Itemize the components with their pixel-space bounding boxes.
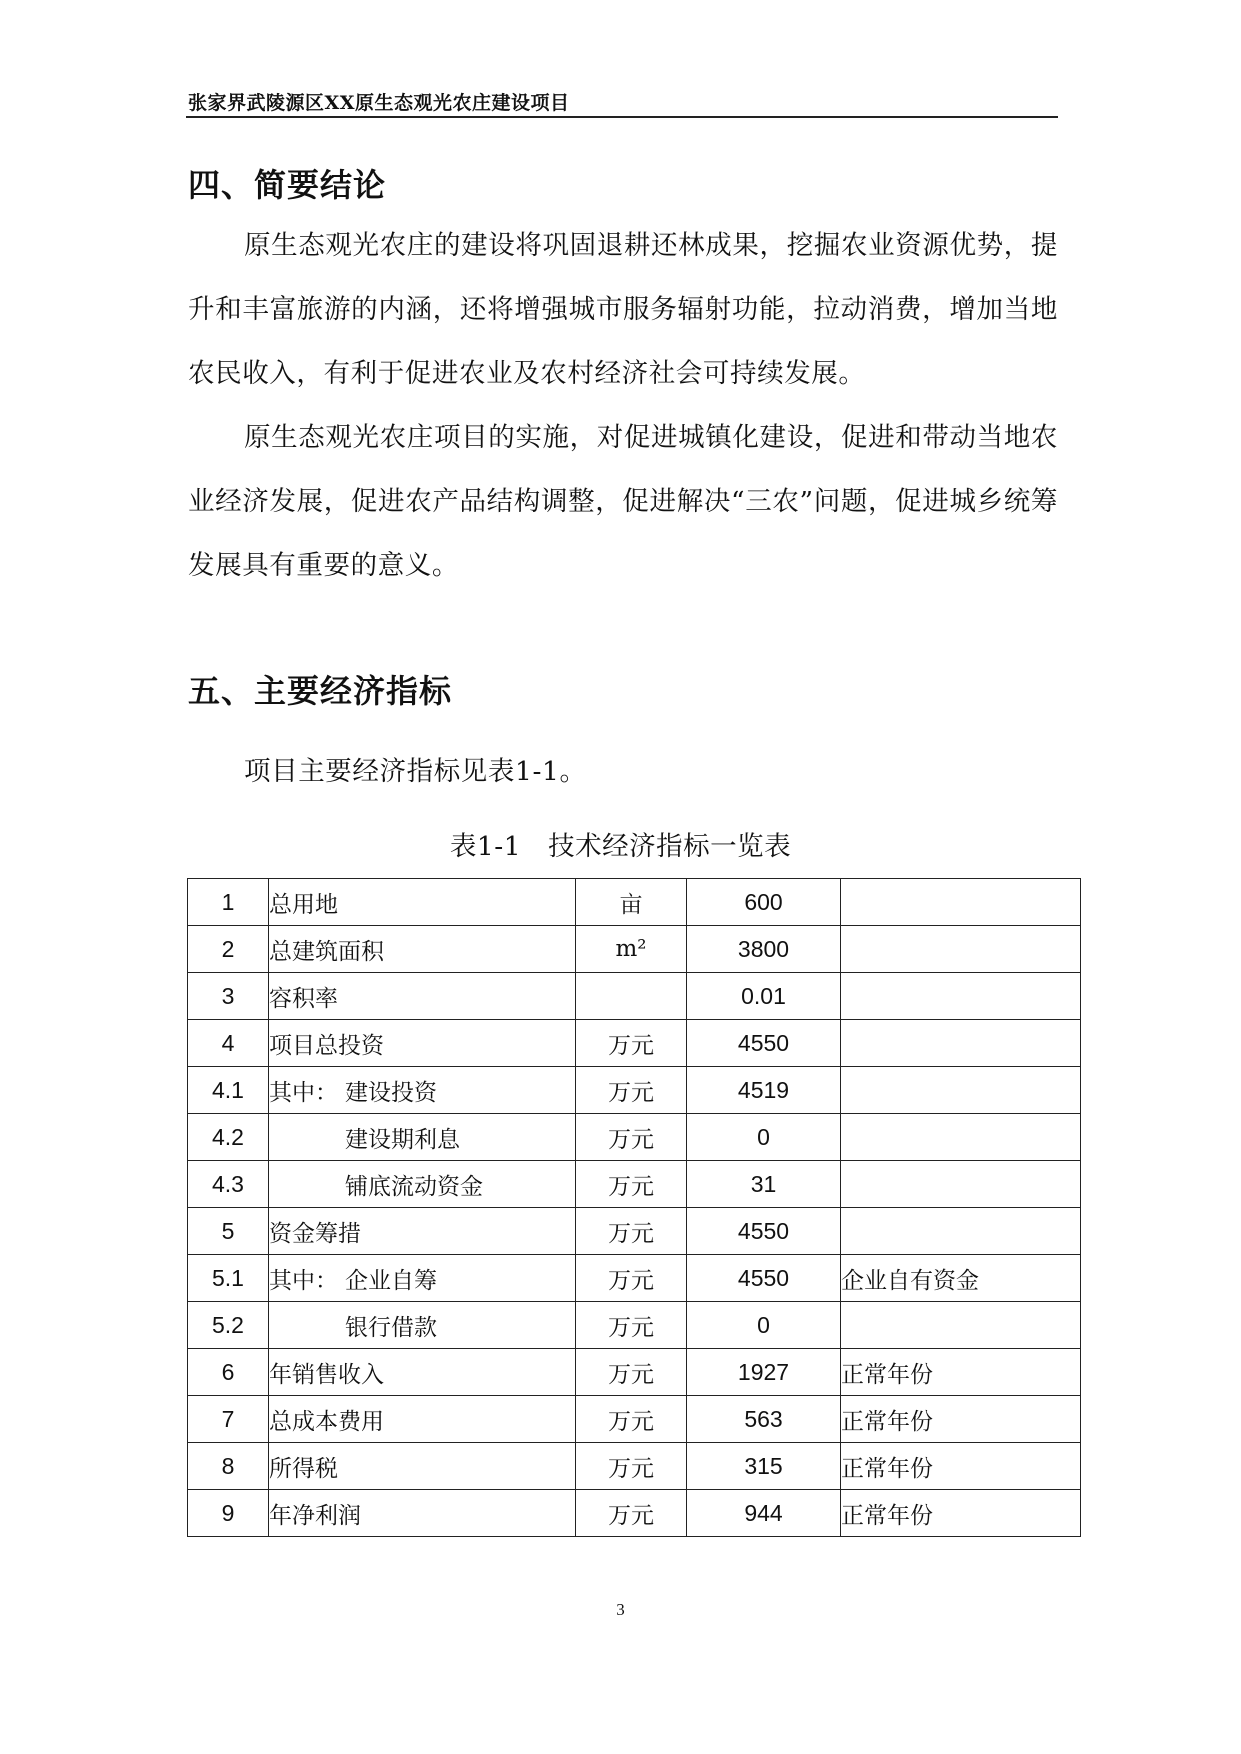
row-number: 5.2 [188,1302,269,1349]
row-number: 8 [188,1443,269,1490]
value: 4519 [687,1067,841,1114]
table-row [188,926,1081,973]
remark: 正常年份 [841,1443,1081,1490]
page-header [186,84,1058,118]
unit: 万元 [576,1302,687,1349]
indicator-label: 总用地 [269,891,338,918]
indicator-name [269,1255,576,1302]
unit: m² [576,926,687,973]
table-row [188,1349,1081,1396]
remark [841,1067,1081,1114]
indicator-label: 所得税 [269,1455,338,1482]
table-row [188,1302,1081,1349]
unit: 万元 [576,1443,687,1490]
table-row [188,1208,1081,1255]
value: 563 [687,1396,841,1443]
indicator-name [269,1020,576,1067]
indicator-label: 容积率 [269,985,338,1012]
indicator-name [269,1490,576,1537]
indicator-label: 总成本费用 [269,1408,384,1435]
economic-indicators-table [187,878,1081,1537]
remark [841,879,1081,926]
row-number: 9 [188,1490,269,1537]
unit: 万元 [576,1020,687,1067]
unit: 万元 [576,1349,687,1396]
value: 31 [687,1161,841,1208]
section-4-heading: 四、简要结论 [188,166,387,204]
unit: 万元 [576,1490,687,1537]
indicator-label: 企业自筹 [345,1267,437,1294]
table-row [188,973,1081,1020]
table-row [188,879,1081,926]
value: 4550 [687,1020,841,1067]
conclusion-paragraph-2: 原生态观光农庄项目的实施，对促进城镇化建设，促进和带动当地农业经济发展，促进农产品结构调整，促进解决“三农”问题，促进城乡统筹发展具有重要的意义。 [188,422,1058,581]
indicator-name [269,1208,576,1255]
row-number: 5.1 [188,1255,269,1302]
value: 315 [687,1443,841,1490]
unit: 万元 [576,1255,687,1302]
row-number: 3 [188,973,269,1020]
indicator-label: 铺底流动资金 [345,1173,483,1200]
remark: 正常年份 [841,1490,1081,1537]
table-row [188,1161,1081,1208]
indicator-name [269,1161,576,1208]
page-number: 3 [616,1600,625,1619]
remark: 正常年份 [841,1349,1081,1396]
indicator-name [269,879,576,926]
conclusion-paragraph-1: 原生态观光农庄的建设将巩固退耕还林成果，挖掘农业资源优势，提升和丰富旅游的内涵，还将增强城市服务辐射功能，拉动消费，增加当地农民收入，有利于促进农业及农村经济社会可持续发展。 [188,230,1058,389]
row-number: 6 [188,1349,269,1396]
table-caption: 表1-1 技术经济指标一览表 [449,831,792,862]
value: 0 [687,1114,841,1161]
indicator-name [269,926,576,973]
row-number: 5 [188,1208,269,1255]
row-number: 7 [188,1396,269,1443]
unit: 万元 [576,1208,687,1255]
indicator-label: 资金筹措 [269,1220,361,1247]
row-number: 2 [188,926,269,973]
remark [841,1114,1081,1161]
indicator-name [269,973,576,1020]
indicator-label: 年净利润 [269,1502,361,1529]
indicator-name [269,1349,576,1396]
indicator-prefix: 其中： [269,1079,338,1106]
value: 0 [687,1302,841,1349]
remark [841,973,1081,1020]
table-row [188,1255,1081,1302]
row-number: 4.3 [188,1161,269,1208]
indicator-name [269,1302,576,1349]
header-title: 张家界武陵源区XX原生态观光农庄建设项目 [188,92,570,114]
indicator-label: 银行借款 [345,1314,437,1341]
remark [841,1020,1081,1067]
indicator-name [269,1396,576,1443]
table-row [188,1114,1081,1161]
remark: 正常年份 [841,1396,1081,1443]
unit: 万元 [576,1114,687,1161]
remark [841,1161,1081,1208]
indicator-label: 年销售收入 [269,1361,384,1388]
remark [841,926,1081,973]
indicator-label: 项目总投资 [269,1032,384,1059]
remark [841,1302,1081,1349]
row-number: 4 [188,1020,269,1067]
unit: 万元 [576,1067,687,1114]
unit: 万元 [576,1396,687,1443]
table-row [188,1396,1081,1443]
table-row [188,1490,1081,1537]
table-row [188,1020,1081,1067]
row-number: 4.1 [188,1067,269,1114]
section-5-heading: 五、主要经济指标 [188,672,453,710]
value: 4550 [687,1255,841,1302]
indicator-prefix: 其中： [269,1267,338,1294]
indicator-label: 建设期利息 [345,1126,460,1153]
value: 600 [687,879,841,926]
unit: 亩 [576,879,687,926]
value: 0.01 [687,973,841,1020]
indicator-label: 建设投资 [345,1079,437,1106]
indicator-name [269,1443,576,1490]
table-row [188,1443,1081,1490]
value: 944 [687,1490,841,1537]
indicator-label: 总建筑面积 [269,938,384,965]
unit [576,973,687,1020]
row-number: 4.2 [188,1114,269,1161]
indicator-name [269,1067,576,1114]
row-number: 1 [188,879,269,926]
remark: 企业自有资金 [841,1255,1081,1302]
value: 1927 [687,1349,841,1396]
table-row [188,1067,1081,1114]
value: 3800 [687,926,841,973]
remark [841,1208,1081,1255]
unit: 万元 [576,1161,687,1208]
indicator-name [269,1114,576,1161]
value: 4550 [687,1208,841,1255]
table-intro: 项目主要经济指标见表1-1。 [244,756,587,787]
